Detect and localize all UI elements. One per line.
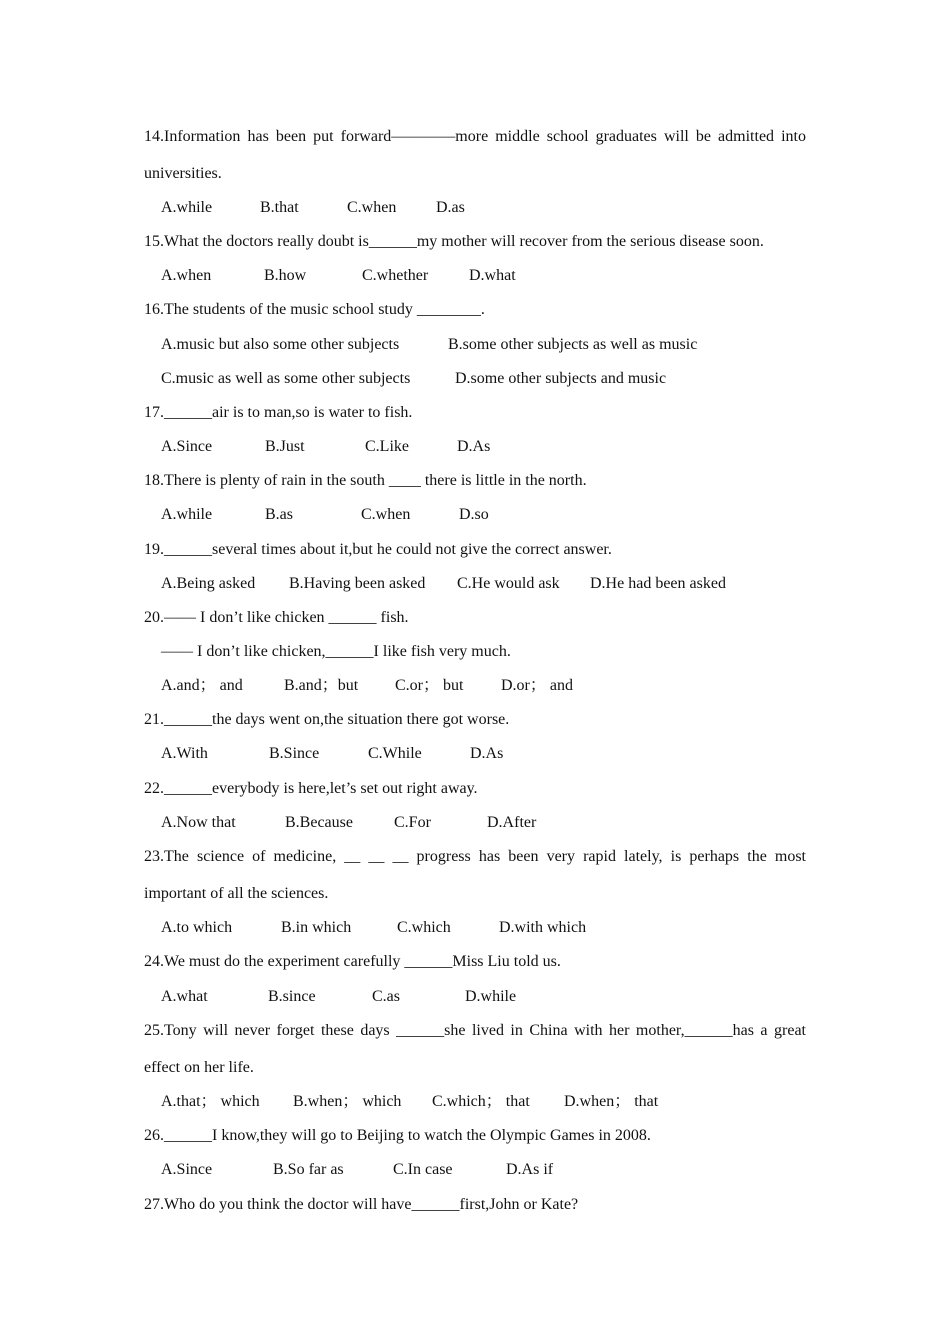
- q20-option-d: D.or； and: [501, 677, 573, 694]
- q24-option-b: B.since: [268, 988, 316, 1005]
- q14-option-a: A.while: [161, 199, 213, 216]
- q16-option-d: D.some other subjects and music: [455, 370, 667, 387]
- question-24-stem: 24.We must do the experiment carefully ______Miss Liu told us.: [144, 953, 561, 970]
- q21-option-a: A.With: [161, 745, 208, 762]
- q26-option-a: A.Since: [161, 1161, 213, 1178]
- question-14-stem-cont: universities.: [144, 165, 222, 182]
- question-15-stem: 15.What the doctors really doubt is______my mother will recover from the serious disease soon.: [144, 233, 764, 250]
- question-23-stem-cont: important of all the sciences.: [144, 885, 329, 902]
- q18-option-a: A.while: [161, 506, 213, 523]
- question-19-stem: 19.______several times about it,but he could not give the correct answer.: [144, 541, 612, 558]
- q16-option-b: B.some other subjects as well as music: [448, 336, 698, 353]
- q14-option-d: D.as: [436, 199, 465, 216]
- question-20-stem: 20.—— I don’t like chicken ______ fish.: [144, 609, 409, 626]
- q25-option-d: D.when； that: [564, 1093, 659, 1110]
- q21-option-c: C.While: [368, 745, 422, 762]
- q15-option-c: C.whether: [362, 267, 429, 284]
- q26-option-d: D.As if: [506, 1161, 554, 1178]
- question-23-stem: 23.The science of medicine, __ __ __ progress has been very rapid lately, is perhaps the most: [144, 848, 806, 865]
- q21-option-d: D.As: [470, 745, 504, 762]
- q18-option-b: B.as: [265, 506, 293, 523]
- q24-option-a: A.what: [161, 988, 208, 1005]
- question-25-stem-cont: effect on her life.: [144, 1059, 254, 1076]
- q17-option-a: A.Since: [161, 438, 213, 455]
- q22-option-b: B.Because: [285, 814, 353, 831]
- q24-option-d: D.while: [465, 988, 517, 1005]
- question-18-stem: 18.There is plenty of rain in the south ____ there is little in the north.: [144, 472, 587, 489]
- q25-option-a: A.that； which: [161, 1093, 260, 1110]
- q20-option-a: A.and； and: [161, 677, 243, 694]
- question-21-stem: 21.______the days went on,the situation there got worse.: [144, 711, 510, 728]
- q19-option-b: B.Having been asked: [289, 575, 426, 592]
- q22-option-d: D.After: [487, 814, 537, 831]
- q17-option-c: C.Like: [365, 438, 409, 455]
- q23-option-c: C.which: [397, 919, 451, 936]
- question-27-stem: 27.Who do you think the doctor will have______first,John or Kate?: [144, 1196, 579, 1213]
- question-16-stem: 16.The students of the music school study ________.: [144, 301, 485, 318]
- q16-option-c: C.music as well as some other subjects: [161, 370, 411, 387]
- q15-option-a: A.when: [161, 267, 212, 284]
- q23-option-b: B.in which: [281, 919, 352, 936]
- q16-option-a: A.music but also some other subjects: [161, 336, 400, 353]
- question-20-reply: —— I don’t like chicken,______I like fish very much.: [161, 643, 511, 660]
- q24-option-c: C.as: [372, 988, 400, 1005]
- q20-option-b: B.and；but: [284, 677, 359, 694]
- q14-option-c: C.when: [347, 199, 397, 216]
- q15-option-d: D.what: [469, 267, 516, 284]
- q14-option-b: B.that: [260, 199, 299, 216]
- question-26-stem: 26.______I know,they will go to Beijing to watch the Olympic Games in 2008.: [144, 1127, 651, 1144]
- question-17-stem: 17.______air is to man,so is water to fish.: [144, 404, 413, 421]
- q25-option-b: B.when； which: [293, 1093, 402, 1110]
- q22-option-c: C.For: [394, 814, 431, 831]
- q23-option-d: D.with which: [499, 919, 587, 936]
- q20-option-c: C.or； but: [395, 677, 464, 694]
- q17-option-b: B.Just: [265, 438, 305, 455]
- question-25-stem: 25.Tony will never forget these days ______she lived in China with her mother,______has a great: [144, 1022, 806, 1039]
- q26-option-c: C.In case: [393, 1161, 453, 1178]
- q18-option-c: C.when: [361, 506, 411, 523]
- q22-option-a: A.Now that: [161, 814, 236, 831]
- q15-option-b: B.how: [264, 267, 307, 284]
- q19-option-a: A.Being asked: [161, 575, 256, 592]
- q18-option-d: D.so: [459, 506, 489, 523]
- q17-option-d: D.As: [457, 438, 491, 455]
- q21-option-b: B.Since: [269, 745, 320, 762]
- question-14-stem: 14.Information has been put forward————more middle school graduates will be admitted into: [144, 128, 806, 145]
- q19-option-c: C.He would ask: [457, 575, 560, 592]
- q26-option-b: B.So far as: [273, 1161, 344, 1178]
- q19-option-d: D.He had been asked: [590, 575, 726, 592]
- q25-option-c: C.which； that: [432, 1093, 530, 1110]
- q23-option-a: A.to which: [161, 919, 233, 936]
- question-22-stem: 22.______everybody is here,let’s set out right away.: [144, 780, 478, 797]
